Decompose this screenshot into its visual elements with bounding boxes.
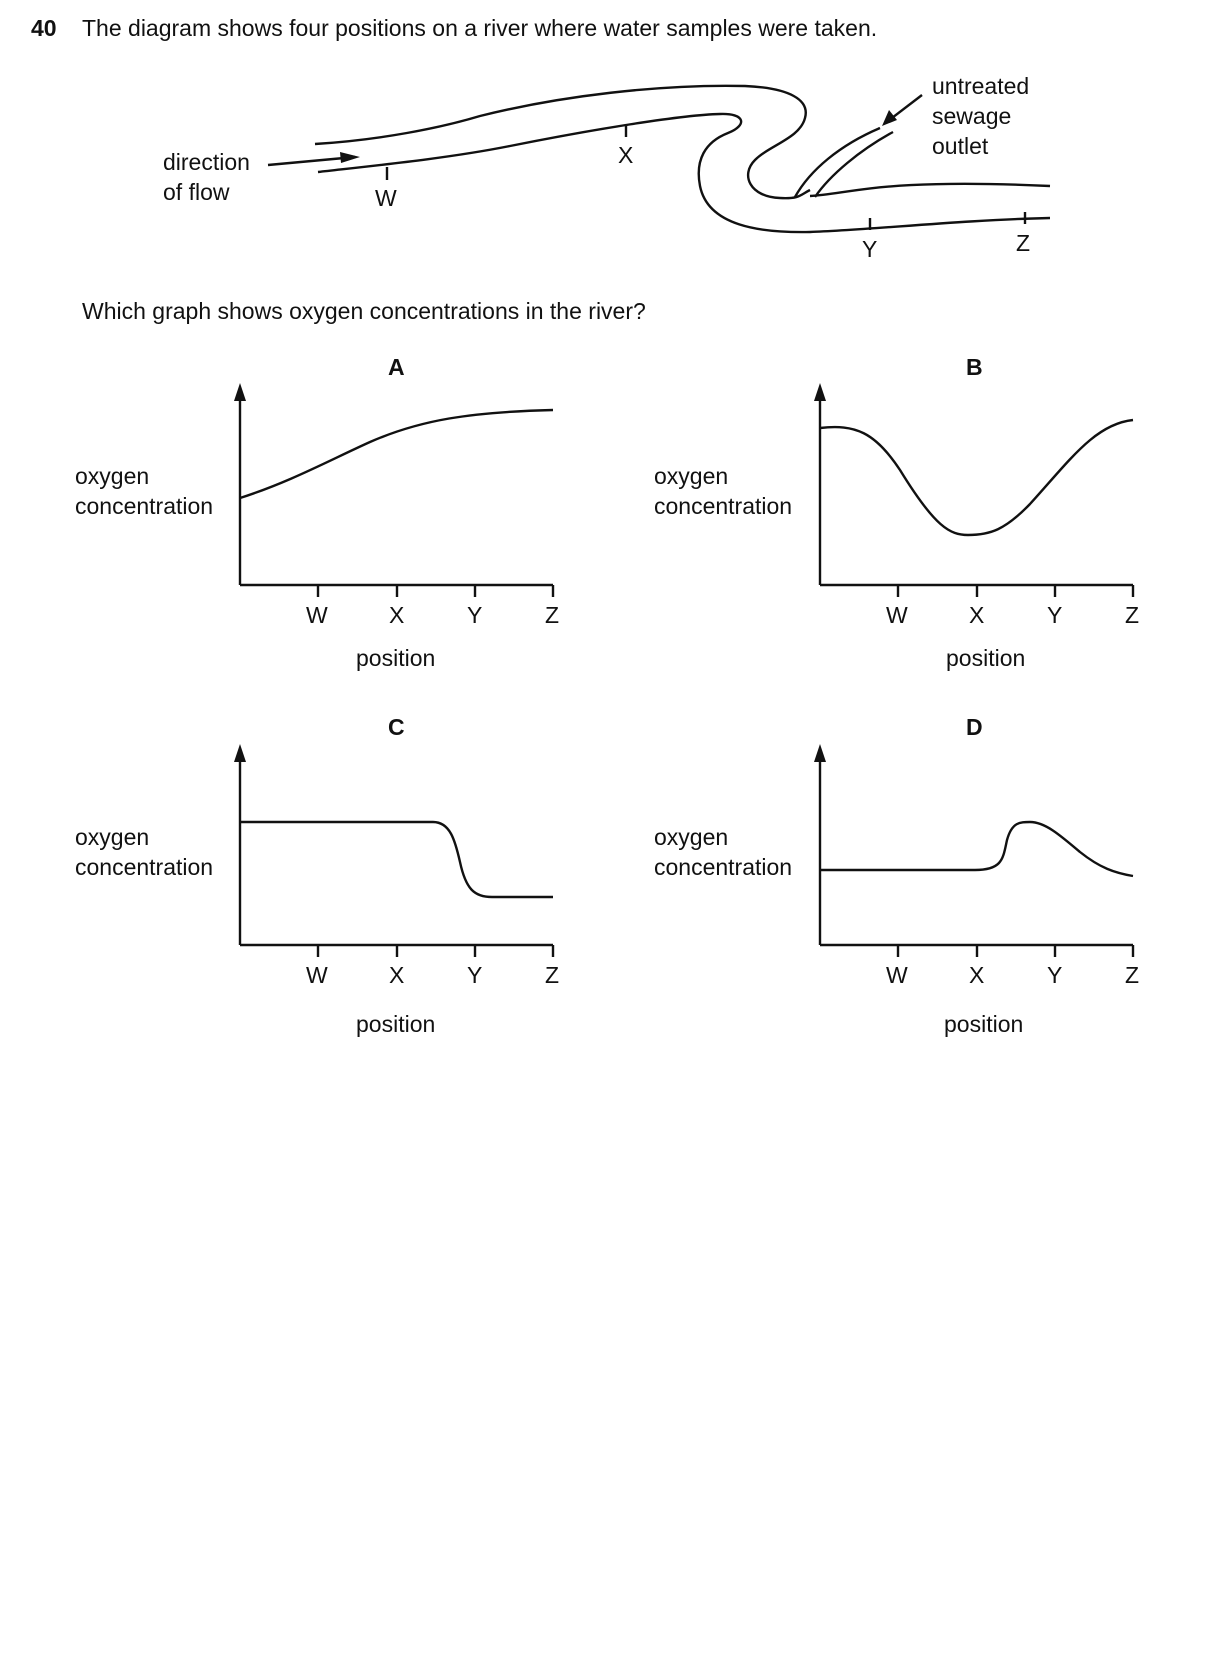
position-y-label: Y [862, 236, 878, 262]
graph-a-tick-label-z: Z [545, 602, 560, 628]
graph-c-xlabel: position [356, 1011, 436, 1037]
graph-c-arrowhead [234, 744, 246, 762]
graph-d-tick-label-x: X [969, 962, 985, 988]
graph-a-tick-label-y: Y [467, 602, 483, 628]
graph-d-xlabel: position [944, 1011, 1024, 1037]
graph-c-tick-label-y: Y [467, 962, 483, 988]
question-number: 40 [31, 15, 57, 41]
position-x-label: X [618, 142, 634, 168]
graph-a-tick-label-x: X [389, 602, 405, 628]
graph-d-ylabel-line1: oxygen [654, 824, 729, 850]
prompt-text: Which graph shows oxygen concentrations in the river? [82, 298, 646, 324]
graph-a-ylabel-line1: oxygen [75, 463, 150, 489]
graph-b-option-label: B [966, 354, 983, 380]
graph-a-option-label: A [388, 354, 405, 380]
graph-c-tick-label-w: W [306, 962, 328, 988]
graph-b-tick-label-w: W [886, 602, 908, 628]
graph-a-xlabel: position [356, 645, 436, 671]
graph-d-tick-label-z: Z [1125, 962, 1140, 988]
graph-b-ylabel-line1: oxygen [654, 463, 729, 489]
graph-c-tick-label-x: X [389, 962, 405, 988]
graph-c-curve [240, 822, 553, 897]
graph-b-xlabel: position [946, 645, 1026, 671]
question-text: The diagram shows four positions on a river where water samples were taken. [82, 15, 878, 41]
graph-d-tick-label-y: Y [1047, 962, 1063, 988]
graph-a-tick-label-w: W [306, 602, 328, 628]
outlet-label-line3: outlet [932, 133, 989, 159]
graph-a-ylabel-line2: concentration [75, 493, 214, 519]
graph-b-curve [820, 420, 1133, 535]
outlet-label-line1: untreated [932, 73, 1030, 99]
flow-label-line1: direction [163, 149, 250, 175]
graph-b-tick-label-y: Y [1047, 602, 1063, 628]
position-z-label: Z [1016, 230, 1031, 256]
graph-b-arrowhead [814, 383, 826, 401]
graph-d-option-label: D [966, 714, 983, 740]
graph-b-tick-label-z: Z [1125, 602, 1140, 628]
graph-a-arrowhead [234, 383, 246, 401]
graph-c-ylabel-line1: oxygen [75, 824, 150, 850]
graph-d-ylabel-line2: concentration [654, 854, 793, 880]
graph-d-tick-label-w: W [886, 962, 908, 988]
flow-label-line2: of flow [163, 179, 230, 205]
graph-d-curve [820, 822, 1133, 876]
graph-b-tick-label-x: X [969, 602, 985, 628]
graph-c-option-label: C [388, 714, 405, 740]
graph-c-ylabel-line2: concentration [75, 854, 214, 880]
graph-a-curve [240, 410, 553, 498]
graph-d-arrowhead [814, 744, 826, 762]
graph-c-tick-label-z: Z [545, 962, 560, 988]
graph-b-ylabel-line2: concentration [654, 493, 793, 519]
outlet-label-line2: sewage [932, 103, 1012, 129]
position-w-label: W [375, 185, 397, 211]
